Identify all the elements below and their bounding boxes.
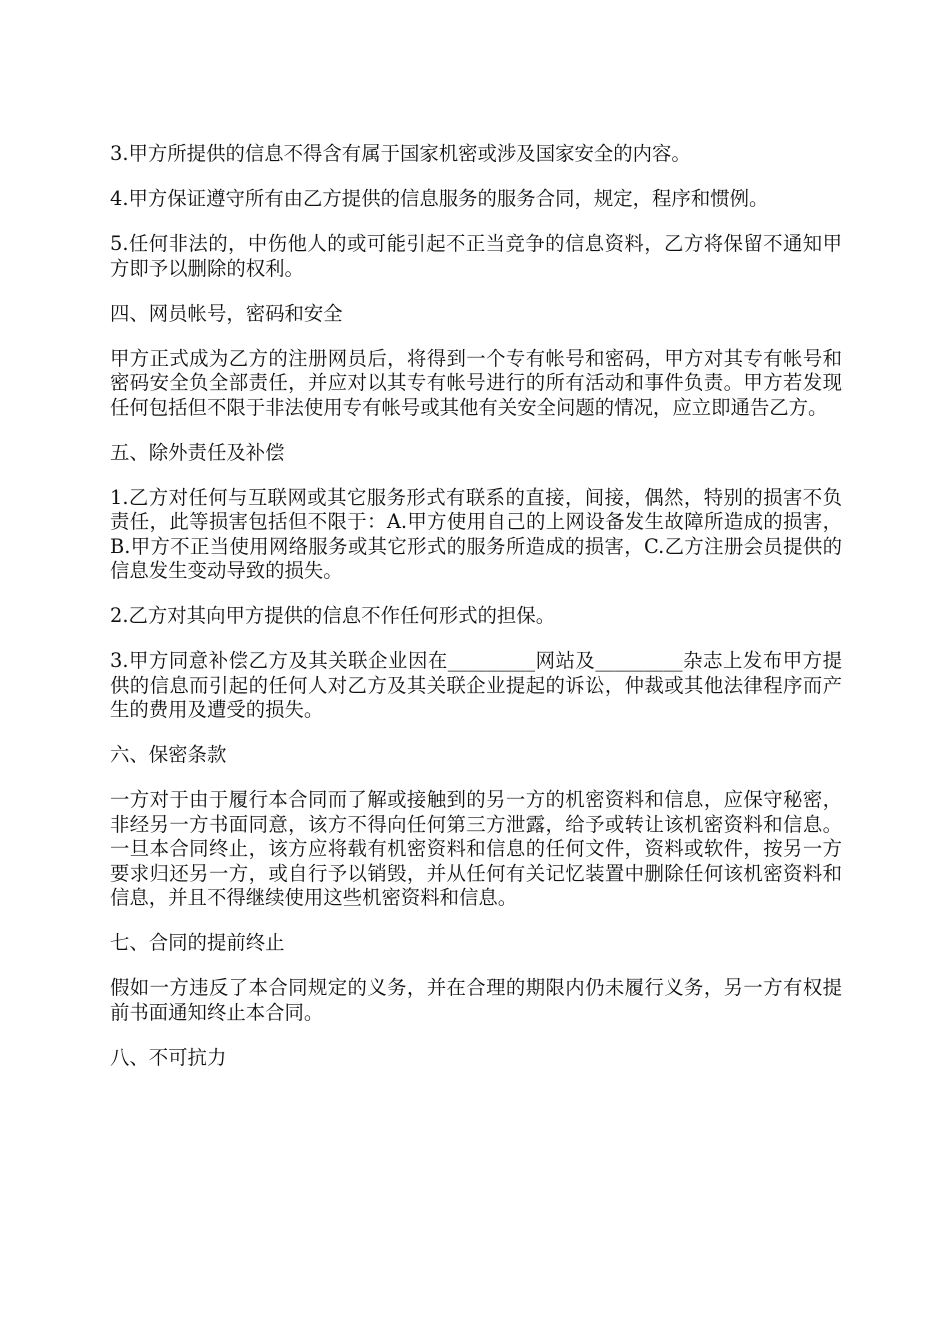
section-4-para: 甲方正式成为乙方的注册网员后，将得到一个专有帐号和密码，甲方对其专有帐号和密码安全负全部责任，并应对以其专有帐号进行的所有活动和事件负责。甲方若发现任何包括但不限于非法使用专有帐号或其他有关安全问题的情况，应立即通告乙方。 xyxy=(110,346,842,419)
section-4-heading: 四、网员帐号，密码和安全 xyxy=(110,301,343,325)
clause-3-para: 3.甲方所提供的信息不得含有属于国家机密或涉及国家安全的内容。 xyxy=(110,142,691,165)
section-7-para: 假如一方违反了本合同规定的义务，并在合理的期限内仍未履行义务，另一方有权提前书面通知终止本合同。 xyxy=(110,976,842,1024)
clause-4-para: 4.甲方保证遵守所有由乙方提供的信息服务的服务合同，规定，程序和惯例。 xyxy=(110,187,769,210)
section-6-para: 一方对于由于履行本合同而了解或接触到的另一方的机密资料和信息，应保守秘密，非经另一方书面同意，该方不得向任何第三方泄露，给予或转让该机密资料和信息。一旦本合同终止，该方应将载有机密资料和信息的任何文件，资料或软件，按另一方要求归还另一方，或自行予以销毁，并从任何有关记忆装置中删除任何该机密资料和信息，并且不得继续使用这些机密资料和信息。 xyxy=(110,788,842,909)
section-8-heading: 八、不可抗力 xyxy=(110,1045,227,1069)
section-5-clause-1-para: 1.乙方对任何与互联网或其它服务形式有联系的直接，间接，偶然，特别的损害不负责任，此等损害包括但不限于：A.甲方使用自己的上网设备发生故障所造成的损害，B.甲方不正当使用网络服务或其它形式的服务所造成的损害，C.乙方注册会员提供的信息发生变动导致的损失。 xyxy=(110,485,842,582)
section-5-clause-3-para: 3.甲方同意补偿乙方及其关联企业因在_________网站及_________杂志上发布甲方提供的信息而引起的任何人对乙方及其关联企业提起的诉讼，仲裁或其他法律程序而产生的费用及遭受的损失。 xyxy=(110,649,842,721)
clause-5-para: 5.任何非法的，中伤他人的或可能引起不正当竞争的信息资料，乙方将保留不通知甲方即予以删除的权利。 xyxy=(110,232,842,280)
section-6-heading: 六、保密条款 xyxy=(110,743,227,766)
section-5-clause-2-para: 2.乙方对其向甲方提供的信息不作任何形式的担保。 xyxy=(110,604,556,627)
section-7-heading: 七、合同的提前终止 xyxy=(110,931,285,954)
section-5-heading: 五、除外责任及补偿 xyxy=(110,440,285,464)
document-body xyxy=(110,142,842,1091)
